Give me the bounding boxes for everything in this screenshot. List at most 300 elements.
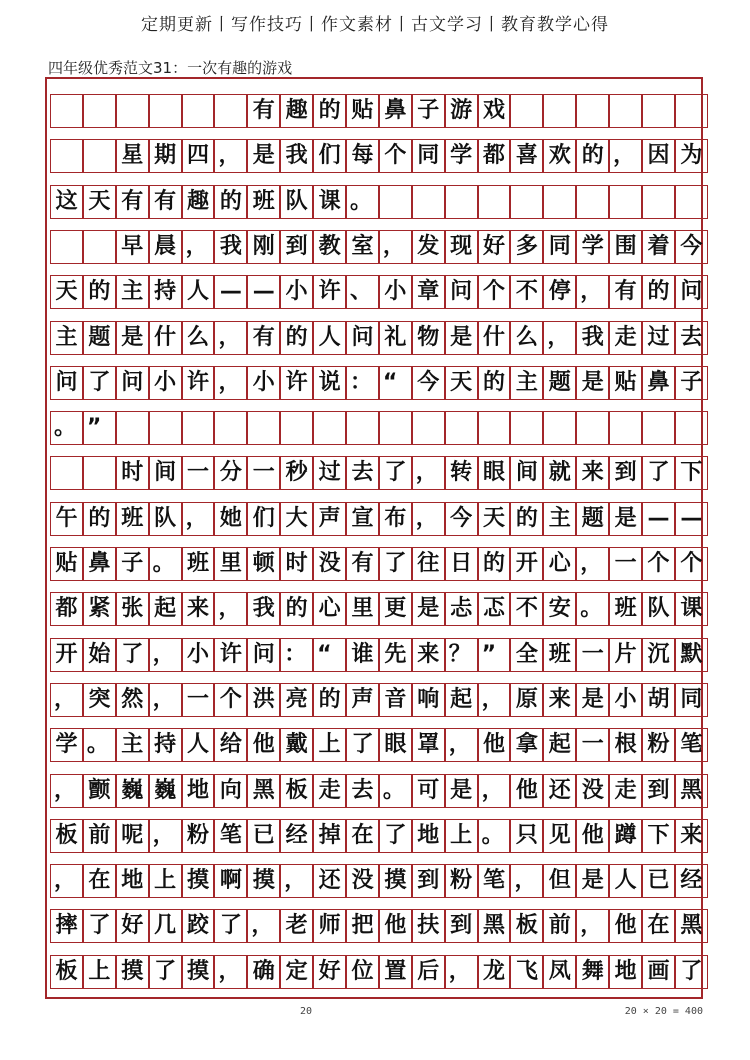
grid-row	[50, 592, 708, 626]
grid-cell: 发	[412, 230, 445, 264]
grid-cell: 布	[379, 502, 412, 536]
grid-cell: ，	[214, 955, 247, 989]
grid-cell: ，	[478, 683, 511, 717]
grid-row	[50, 185, 708, 219]
grid-cell: 着	[642, 230, 675, 264]
grid-cell: 个	[478, 275, 511, 309]
grid-cell: 四	[182, 139, 215, 173]
grid-cell: 罩	[412, 728, 445, 762]
grid-cell: 是	[576, 683, 609, 717]
grid-cell: 日	[445, 547, 478, 581]
grid-cell: ，	[412, 456, 445, 490]
grid-cell: 。	[346, 185, 379, 219]
grid-cell	[50, 139, 83, 173]
grid-cell: ：	[346, 366, 379, 400]
grid-cell: 小	[149, 366, 182, 400]
grid-cell: 她	[214, 502, 247, 536]
grid-cell: 班	[182, 547, 215, 581]
grid-cell: 是	[445, 774, 478, 808]
grid-cell: 了	[149, 955, 182, 989]
grid-cell: 是	[576, 366, 609, 400]
grid-cell	[313, 411, 346, 445]
grid-cell: 沉	[642, 638, 675, 672]
grid-row	[50, 94, 708, 128]
grid-cell: 一	[247, 456, 280, 490]
grid-cell: 持	[149, 728, 182, 762]
grid-cell: 问	[247, 638, 280, 672]
grid-cell	[346, 411, 379, 445]
grid-cell: 定	[280, 955, 313, 989]
grid-cell: 队	[280, 185, 313, 219]
grid-cell: 鼻	[379, 94, 412, 128]
grid-cell: 一	[609, 547, 642, 581]
grid-cell: 人	[182, 275, 215, 309]
grid-cell	[83, 94, 116, 128]
grid-cell: 起	[445, 683, 478, 717]
grid-cell: 许	[313, 275, 346, 309]
grid-cell: 人	[182, 728, 215, 762]
grid-cell: 同	[675, 683, 708, 717]
grid-cell: 班	[116, 502, 149, 536]
grid-cell	[149, 94, 182, 128]
grid-cell: 主	[116, 275, 149, 309]
grid-cell: 有	[609, 275, 642, 309]
grid-row	[50, 909, 708, 943]
grid-cell: 早	[116, 230, 149, 264]
grid-cell: 只	[510, 819, 543, 853]
grid-cell: 已	[247, 819, 280, 853]
grid-cell: 转	[445, 456, 478, 490]
grid-cell: 题	[576, 502, 609, 536]
grid-cell: 个	[214, 683, 247, 717]
grid-cell: 紧	[83, 592, 116, 626]
grid-cell: ，	[182, 230, 215, 264]
grid-cell: 同	[543, 230, 576, 264]
grid-cell: 后	[412, 955, 445, 989]
grid-cell: 了	[346, 728, 379, 762]
grid-cell: 好	[478, 230, 511, 264]
grid-cell	[116, 411, 149, 445]
grid-cell: 过	[313, 456, 346, 490]
grid-cell: 不	[510, 592, 543, 626]
grid-cell: “	[379, 366, 412, 400]
grid-cell: 摸	[379, 864, 412, 898]
grid-cell: 摸	[247, 864, 280, 898]
grid-row	[50, 819, 708, 853]
grid-cell: 啊	[214, 864, 247, 898]
grid-cell: 声	[346, 683, 379, 717]
grid-cell: —	[642, 502, 675, 536]
grid-cell	[182, 94, 215, 128]
grid-cell: 围	[609, 230, 642, 264]
grid-cell: 地	[182, 774, 215, 808]
grid-cell: 们	[313, 139, 346, 173]
grid-cell: ，	[576, 909, 609, 943]
grid-cell: 都	[50, 592, 83, 626]
grid-cell: 问	[116, 366, 149, 400]
grid-cell: 鼻	[83, 547, 116, 581]
grid-cell: ？	[445, 638, 478, 672]
grid-cell: 有	[149, 185, 182, 219]
grid-cell	[445, 185, 478, 219]
grid-cell: 了	[379, 819, 412, 853]
grid-cell: 往	[412, 547, 445, 581]
grid-cell: 胡	[642, 683, 675, 717]
grid-cell: 来	[543, 683, 576, 717]
grid-cell: 多	[510, 230, 543, 264]
grid-cell: 来	[675, 819, 708, 853]
grid-cell: 好	[313, 955, 346, 989]
grid-cell: 扶	[412, 909, 445, 943]
grid-cell: 戏	[478, 94, 511, 128]
grid-cell: 、	[346, 275, 379, 309]
grid-cell: 的	[478, 366, 511, 400]
grid-cell: 有	[247, 321, 280, 355]
grid-cell: 他	[478, 728, 511, 762]
grid-cell: 地	[609, 955, 642, 989]
grid-cell: 里	[346, 592, 379, 626]
grid-cell: 他	[247, 728, 280, 762]
grid-cell: 都	[478, 139, 511, 173]
grid-cell: 眼	[478, 456, 511, 490]
grid-cell: 许	[214, 638, 247, 672]
grid-cell: ：	[280, 638, 313, 672]
grid-cell: 的	[83, 502, 116, 536]
grid-cell: 晨	[149, 230, 182, 264]
grid-cell	[510, 94, 543, 128]
grid-cell: 题	[543, 366, 576, 400]
grid-cell: 笔	[675, 728, 708, 762]
grid-cell: 礼	[379, 321, 412, 355]
grid-cell: 可	[412, 774, 445, 808]
grid-cell: 凤	[543, 955, 576, 989]
grid-row	[50, 638, 708, 672]
grid-cell: ，	[379, 230, 412, 264]
grid-cell: —	[675, 502, 708, 536]
grid-cell: ，	[576, 547, 609, 581]
grid-cell: —	[247, 275, 280, 309]
grid-cell: 是	[116, 321, 149, 355]
grid-cell	[576, 185, 609, 219]
grid-row	[50, 502, 708, 536]
grid-cell	[478, 411, 511, 445]
grid-cell: 游	[445, 94, 478, 128]
grid-cell: ，	[50, 864, 83, 898]
grid-cell: 巍	[116, 774, 149, 808]
grid-cell: 在	[83, 864, 116, 898]
grid-cell: ，	[149, 638, 182, 672]
grid-cell: 班	[247, 185, 280, 219]
grid-cell: 始	[83, 638, 116, 672]
grid-cell	[642, 185, 675, 219]
grid-cell: 先	[379, 638, 412, 672]
grid-cell: 已	[642, 864, 675, 898]
grid-cell: 什	[149, 321, 182, 355]
grid-cell: 去	[346, 774, 379, 808]
grid-cell: 贴	[50, 547, 83, 581]
grid-cell: 是	[445, 321, 478, 355]
grid-cell: 就	[543, 456, 576, 490]
grid-cell: 时	[280, 547, 313, 581]
grid-cell: 忑	[478, 592, 511, 626]
grid-cell	[214, 411, 247, 445]
grid-cell: 不	[510, 275, 543, 309]
grid-cell: 开	[50, 638, 83, 672]
grid-row	[50, 683, 708, 717]
grid-cell: 刚	[247, 230, 280, 264]
grid-cell: 。	[379, 774, 412, 808]
grid-cell: 。	[478, 819, 511, 853]
grid-cell: 亮	[280, 683, 313, 717]
grid-cell: 全	[510, 638, 543, 672]
grid-cell: ，	[50, 683, 83, 717]
grid-cell: 一	[576, 728, 609, 762]
grid-cell: 片	[609, 638, 642, 672]
grid-cell: 板	[510, 909, 543, 943]
grid-cell: 子	[412, 94, 445, 128]
grid-cell: ，	[609, 139, 642, 173]
grid-cell: 给	[214, 728, 247, 762]
grid-cell: 教	[313, 230, 346, 264]
grid-cell: 小	[247, 366, 280, 400]
grid-cell: 过	[642, 321, 675, 355]
grid-cell: 置	[379, 955, 412, 989]
grid-cell: 经	[675, 864, 708, 898]
grid-cell: 戴	[280, 728, 313, 762]
grid-cell	[83, 456, 116, 490]
grid-cell: 物	[412, 321, 445, 355]
grid-cell: 粉	[642, 728, 675, 762]
grid-cell: 个	[642, 547, 675, 581]
grid-cell: 一	[182, 456, 215, 490]
grid-cell	[576, 411, 609, 445]
grid-cell: 贴	[609, 366, 642, 400]
grid-cell: 我	[576, 321, 609, 355]
grid-cell: 飞	[510, 955, 543, 989]
grid-cell: 见	[543, 819, 576, 853]
grid-cell	[543, 411, 576, 445]
grid-cell: 没	[313, 547, 346, 581]
grid-cell: 间	[149, 456, 182, 490]
grid-cell: 顿	[247, 547, 280, 581]
grid-cell: 他	[379, 909, 412, 943]
grid-cell: 龙	[478, 955, 511, 989]
grid-cell: 。	[576, 592, 609, 626]
grid-row	[50, 864, 708, 898]
grid-cell: 时	[116, 456, 149, 490]
grid-cell: 一	[576, 638, 609, 672]
grid-cell: 里	[214, 547, 247, 581]
grid-cell: 蹲	[609, 819, 642, 853]
grid-cell: 上	[445, 819, 478, 853]
grid-cell: ”	[83, 411, 116, 445]
grid-cell	[675, 411, 708, 445]
grid-cell: 声	[313, 502, 346, 536]
grid-cell: 眼	[379, 728, 412, 762]
grid-cell: 来	[182, 592, 215, 626]
grid-cell: 没	[576, 774, 609, 808]
grid-cell: 洪	[247, 683, 280, 717]
grid-cell: 持	[149, 275, 182, 309]
grid-cell: ，	[280, 864, 313, 898]
grid-cell: 题	[83, 321, 116, 355]
grid-cell: 个	[379, 139, 412, 173]
grid-cell: ，	[182, 502, 215, 536]
grid-cell: 同	[412, 139, 445, 173]
grid-cell: 响	[412, 683, 445, 717]
grid-cell: 黑	[675, 774, 708, 808]
grid-cell: 欢	[543, 139, 576, 173]
grid-cell: 班	[609, 592, 642, 626]
grid-cell: 有	[346, 547, 379, 581]
grid-cell: 但	[543, 864, 576, 898]
grid-cell: ，	[214, 139, 247, 173]
grid-cell: 了	[642, 456, 675, 490]
grid-cell: 黑	[478, 909, 511, 943]
grid-cell: ，	[149, 683, 182, 717]
grid-cell: 。	[149, 547, 182, 581]
grid-cell: 室	[346, 230, 379, 264]
grid-cell: 他	[510, 774, 543, 808]
grid-cell: 是	[609, 502, 642, 536]
grid-cell	[214, 94, 247, 128]
grid-cell: ，	[149, 819, 182, 853]
grid-cell: 趣	[280, 94, 313, 128]
grid-cell: 队	[149, 502, 182, 536]
grid-cell: 走	[609, 774, 642, 808]
grid-cell	[412, 185, 445, 219]
grid-cell: 摸	[182, 955, 215, 989]
grid-cell: —	[214, 275, 247, 309]
grid-cell	[50, 230, 83, 264]
grid-cell: 师	[313, 909, 346, 943]
grid-row	[50, 955, 708, 989]
grid-cell: 走	[313, 774, 346, 808]
grid-cell: 子	[675, 366, 708, 400]
grid-cell: 起	[149, 592, 182, 626]
grid-cell	[543, 185, 576, 219]
grid-cell	[247, 411, 280, 445]
grid-cell	[478, 185, 511, 219]
grid-cell: 老	[280, 909, 313, 943]
grid-cell: 到	[280, 230, 313, 264]
grid-cell: ，	[445, 728, 478, 762]
grid-cell: 主	[510, 366, 543, 400]
grid-cell: 笔	[214, 819, 247, 853]
grid-cell: 安	[543, 592, 576, 626]
grid-cell: ，	[247, 909, 280, 943]
grid-cell: 午	[50, 502, 83, 536]
grid-cell: 停	[543, 275, 576, 309]
grid-cell: 起	[543, 728, 576, 762]
grid-cell: 上	[313, 728, 346, 762]
grid-cell: 小	[280, 275, 313, 309]
grid-cell: 的	[642, 275, 675, 309]
grid-cell: 这	[50, 185, 83, 219]
grid-cell: 问	[346, 321, 379, 355]
grid-cell: ，	[576, 275, 609, 309]
grid-cell: 为	[675, 139, 708, 173]
grid-cell: 么	[182, 321, 215, 355]
grid-cell: 经	[280, 819, 313, 853]
grid-cell: 画	[642, 955, 675, 989]
grid-cell: 忐	[445, 592, 478, 626]
grid-cell: 队	[642, 592, 675, 626]
grid-cell: 去	[675, 321, 708, 355]
grid-cell: 一	[182, 683, 215, 717]
grid-cell: 我	[247, 592, 280, 626]
grid-cell: 根	[609, 728, 642, 762]
grid-cell: 了	[675, 955, 708, 989]
grid-cell: 地	[116, 864, 149, 898]
grid-cell: 默	[675, 638, 708, 672]
grid-cell: 了	[379, 456, 412, 490]
grid-cell: 天	[50, 275, 83, 309]
grid-cell: 的	[510, 502, 543, 536]
grid-cell: 么	[510, 321, 543, 355]
grid-cell: 到	[642, 774, 675, 808]
site-header: 定期更新丨写作技巧丨作文素材丨古文学习丨教育教学心得	[141, 15, 609, 35]
grid-cell: 在	[642, 909, 675, 943]
grid-cell: 把	[346, 909, 379, 943]
grid-cell: 。	[50, 411, 83, 445]
grid-cell: 的	[214, 185, 247, 219]
grid-cell: 的	[83, 275, 116, 309]
grid-row	[50, 275, 708, 309]
grid-cell: 的	[280, 592, 313, 626]
grid-row	[50, 366, 708, 400]
grid-cell: 了	[83, 909, 116, 943]
grid-cell: 学	[576, 230, 609, 264]
grid-cell: 去	[346, 456, 379, 490]
grid-cell: 班	[543, 638, 576, 672]
grid-cell: ，	[478, 774, 511, 808]
grid-cell: 今	[675, 230, 708, 264]
grid-cell: 来	[412, 638, 445, 672]
grid-cell: 问	[445, 275, 478, 309]
grid-cell: 有	[247, 94, 280, 128]
grid-cell: 是	[247, 139, 280, 173]
composition-grid	[45, 77, 703, 999]
grid-cell	[609, 411, 642, 445]
grid-cell: ，	[214, 321, 247, 355]
grid-cell: 地	[412, 819, 445, 853]
grid-cell: 小	[609, 683, 642, 717]
grid-cell: 天	[83, 185, 116, 219]
grid-cell	[280, 411, 313, 445]
grid-cell: 问	[675, 275, 708, 309]
grid-cell: 还	[313, 864, 346, 898]
grid-cell: 章	[412, 275, 445, 309]
grid-cell: 前	[543, 909, 576, 943]
grid-cell: 主	[50, 321, 83, 355]
grid-row	[50, 456, 708, 490]
grid-cell: 许	[280, 366, 313, 400]
grid-row	[50, 547, 708, 581]
grid-cell: 音	[379, 683, 412, 717]
grid-cell: 下	[642, 819, 675, 853]
grid-cell: 几	[149, 909, 182, 943]
grid-cell: 摔	[50, 909, 83, 943]
grid-cell: 人	[609, 864, 642, 898]
grid-cell: 还	[543, 774, 576, 808]
grid-cell: 粉	[445, 864, 478, 898]
grid-cell	[50, 456, 83, 490]
grid-cell: 了	[116, 638, 149, 672]
grid-cell: 天	[478, 502, 511, 536]
grid-cell: 的	[478, 547, 511, 581]
grid-cell: 板	[280, 774, 313, 808]
